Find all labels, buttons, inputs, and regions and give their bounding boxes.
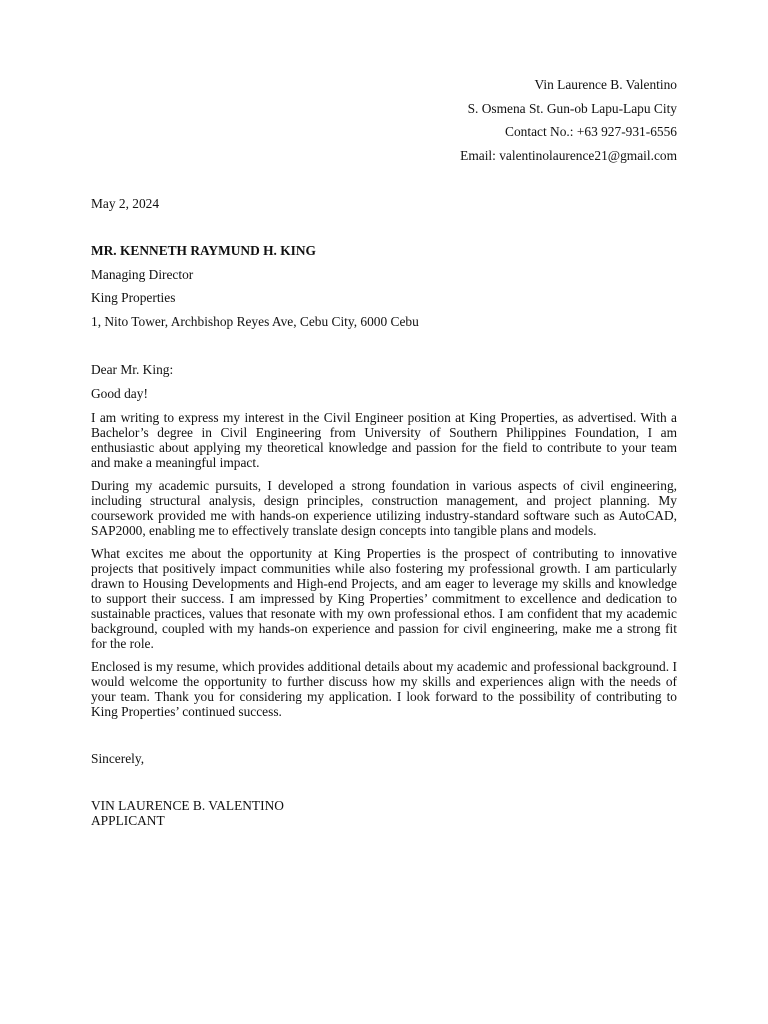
recipient-block [91,243,419,338]
closing: Sincerely, [91,751,145,766]
recipient-name: MR. KENNETH RAYMUND H. KING [91,243,316,258]
sender-contact: Contact No.: +63 927-931-6556 [505,124,677,140]
greeting: Good day! [91,386,148,401]
signature-role: APPLICANT [91,812,165,828]
sender-block [177,76,677,171]
recipient-company: King Properties [91,290,176,306]
sender-name: Vin Laurence B. Valentino [534,77,677,92]
salutation: Dear Mr. King: [91,362,174,377]
body-paragraph-4: Enclosed is my resume, which provides additional details about my academic and professional background. I would welcome the opportunity to further discuss how my skills and experiences align with the needs of your team. Thank you for considering my application. I look forward to the possibility of contributing to King Properties’ continued success. [91,659,677,719]
signature-name: VIN LAURENCE B. VALENTINO [91,798,284,813]
recipient-title: Managing Director [91,266,194,282]
letter-body [91,362,677,727]
body-paragraph-2: During my academic pursuits, I developed a strong foundation in various aspects of civil engineering, including structural analysis, design principles, construction management, and project planning. My coursework provided me with hands-on experience utilizing industry-standard software such as AutoCAD, SAP2000, enabling me to effectively translate design concepts into tangible plans and models. [91,478,677,538]
letter-date: May 2, 2024 [91,196,160,211]
body-paragraph-1: I am writing to express my interest in the Civil Engineer position at King Properties, as advertised. With a Bachelor’s degree in Civil Engineering from University of Southern Philippines Foundation, I am enthusiastic about applying my theoretical knowledge and passion for the field to contribute to your team and make a meaningful impact. [91,410,677,470]
signature-block [91,799,284,828]
sender-email: Email: valentinolaurence21@gmail.com [460,148,677,164]
recipient-address: 1, Nito Tower, Archbishop Reyes Ave, Cebu City, 6000 Cebu [91,314,419,330]
sender-address: S. Osmena St. Gun-ob Lapu-Lapu City [467,100,677,116]
body-paragraph-3: What excites me about the opportunity at King Properties is the prospect of contributing to innovative projects that positively impact communities while also fostering my professional growth. I am particularly drawn to Housing Developments and High-end Projects, and am eager to leverage my skills and knowledge to support their success. I am impressed by King Properties’ commitment to excellence and dedication to sustainable practices, values that resonate with my own professional ethos. I am confident that my academic background, coupled with my hands-on experience and passion for civil engineering, make me a strong fit for the role. [91,546,677,651]
